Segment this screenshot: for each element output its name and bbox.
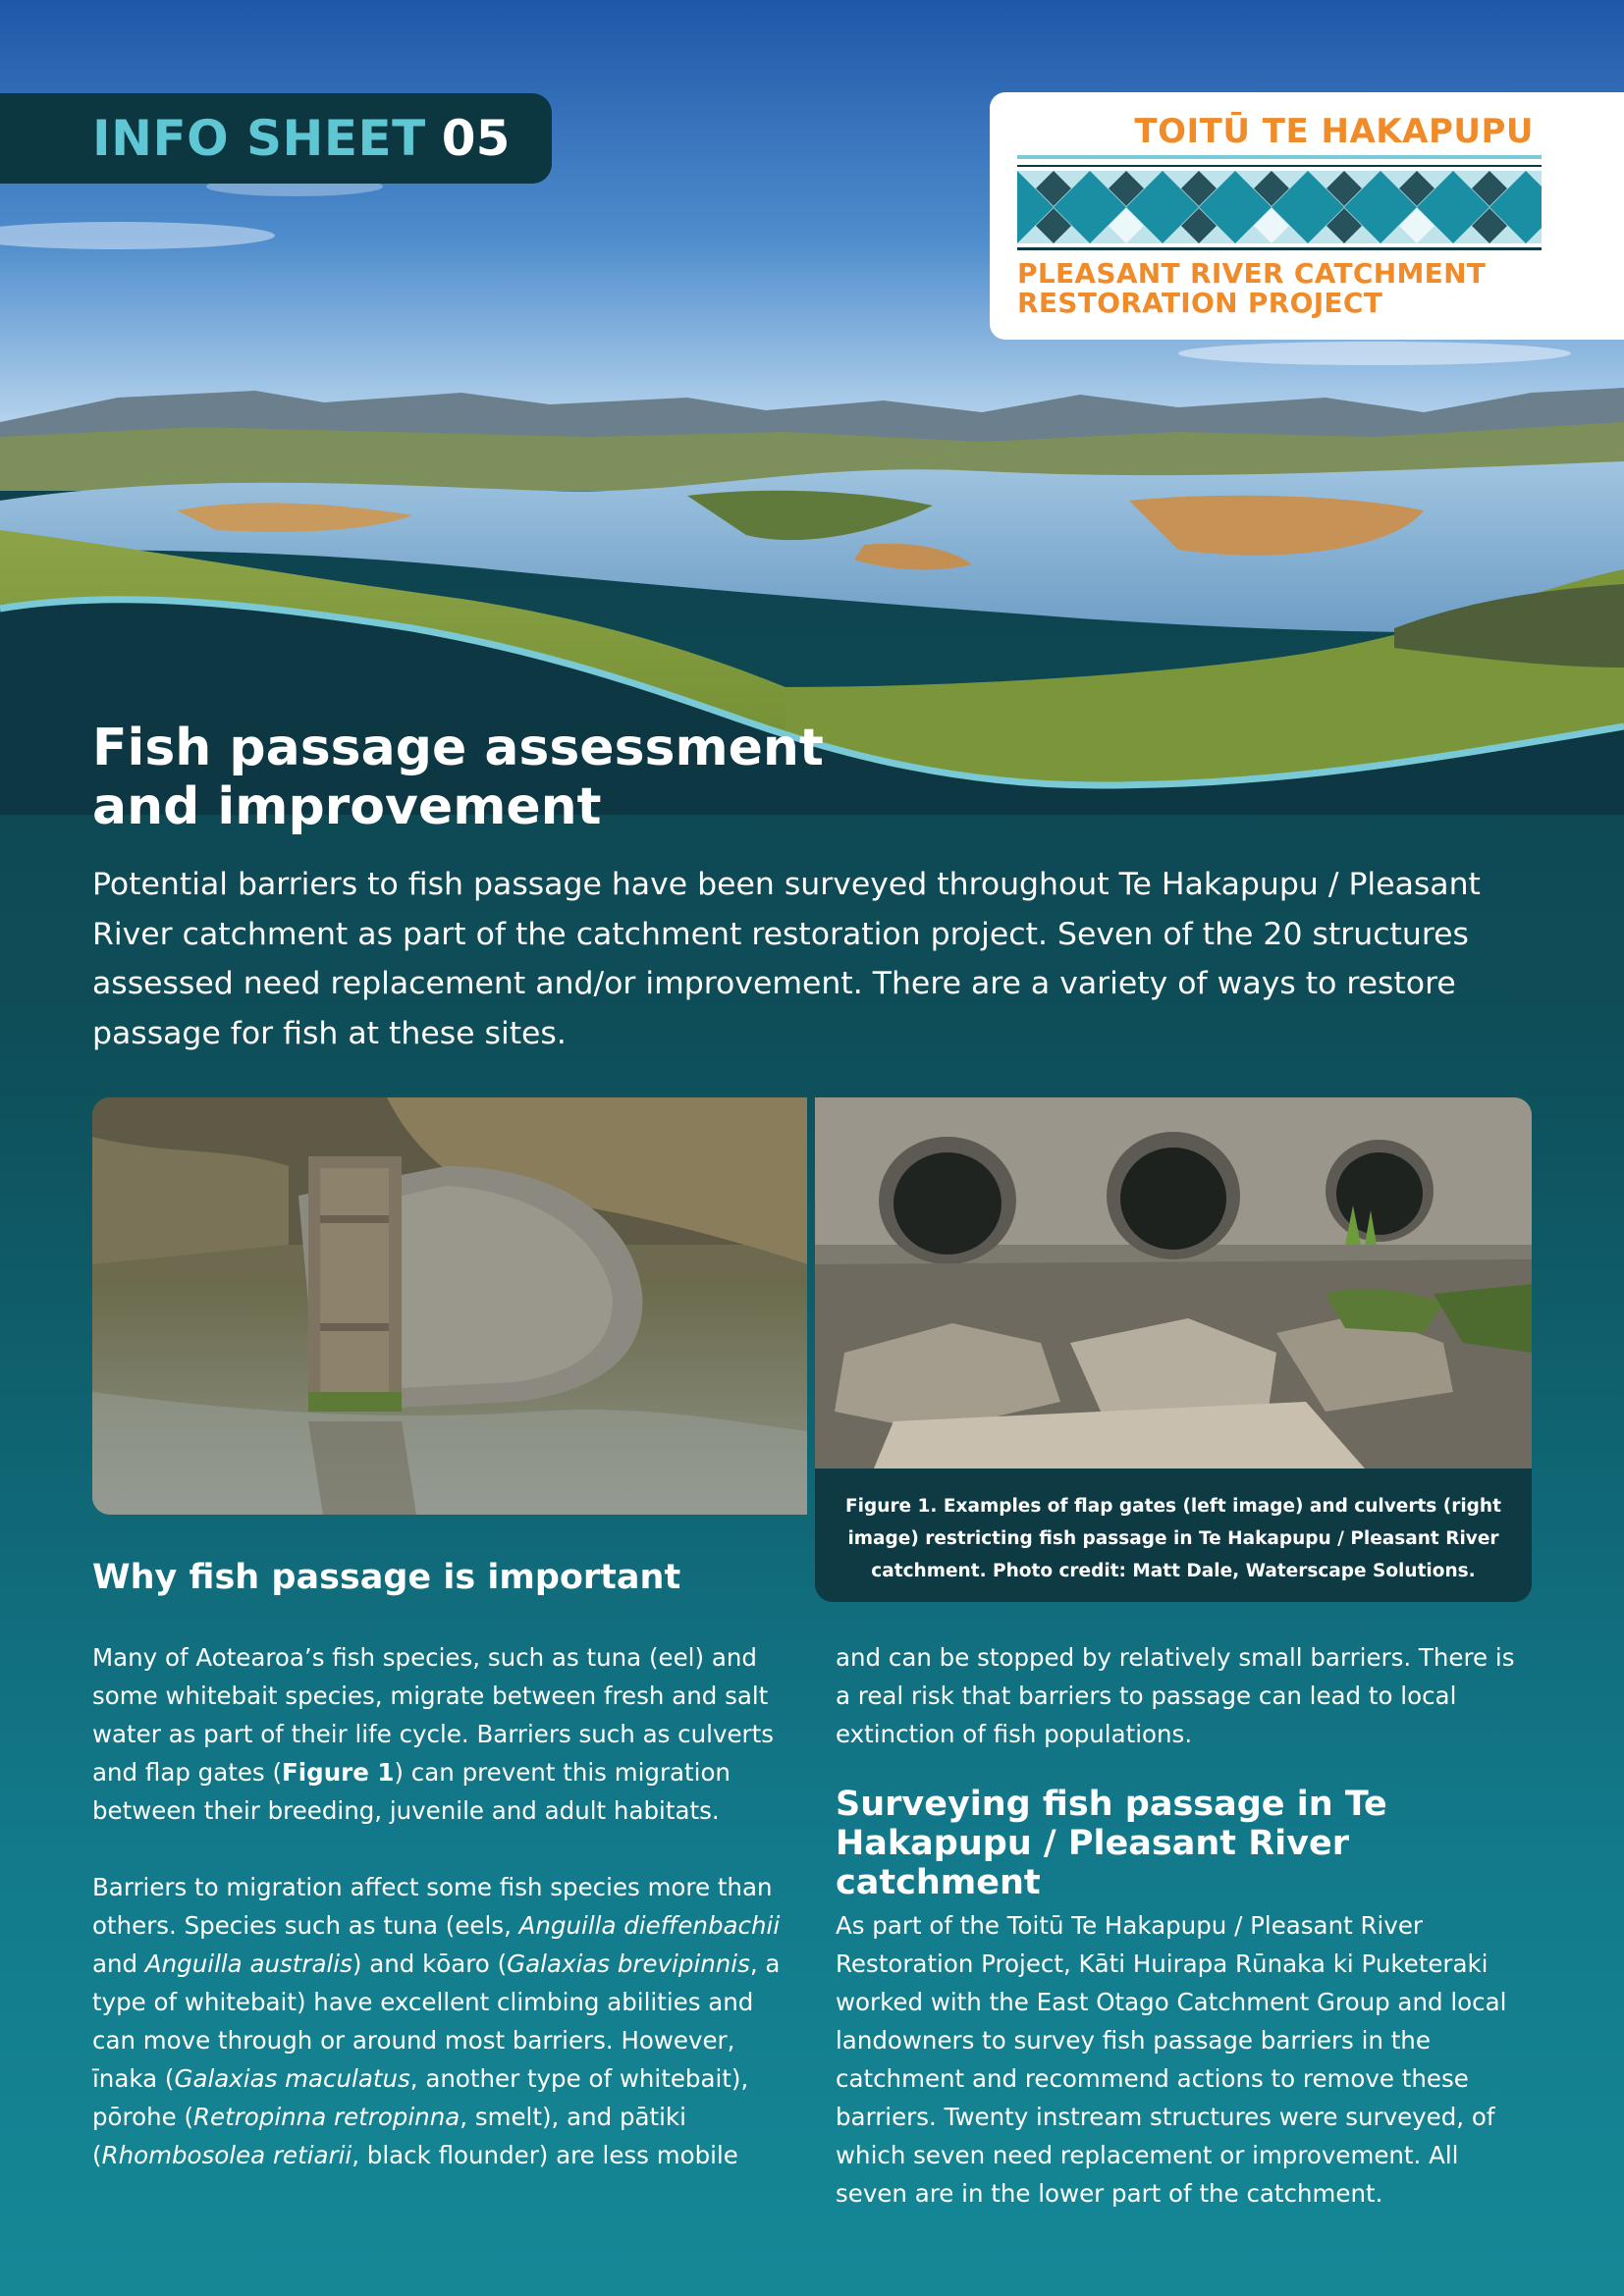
text-run: , a type of whitebait) have excellent climbing abilities and can move through or around most barriers. However, īnaka ( (92, 1949, 781, 2093)
logo-title: TOITŪ TE HAKAPUPU (1134, 112, 1534, 151)
logo-subtitle (1017, 259, 1486, 318)
info-sheet-number: 05 (441, 110, 511, 167)
species-name: Galaxias brevipinnis (507, 1949, 750, 1978)
species-name: Anguilla australis (144, 1949, 352, 1978)
figure-reference: Figure 1 (282, 1758, 395, 1787)
why-paragraph-3: and can be stopped by relatively small barriers. There is a real risk that barriers to passage can lead to local extinction of fish populations. (836, 1643, 1515, 1748)
text-run: , smelt), and pātiki ( (92, 2103, 686, 2169)
species-name: Anguilla dieffenbachii (518, 1911, 781, 1940)
heading-line: Surveying fish passage in Te (836, 1785, 1387, 1824)
text-run: ) and kōaro ( (352, 1949, 508, 1978)
flap-gate-photo (92, 1097, 807, 1515)
page-title (92, 719, 897, 836)
intro-paragraph: Potential barriers to fish passage have been surveyed throughout Te Hakapupu / Pleasant River catchment as part of the catchment restoration project. Seven of the 20 structures assessed need replacement and/or improvement. There are a variety of ways to restore passage for fish at these sites. (92, 867, 1481, 1051)
text-run: and (92, 1949, 145, 1978)
species-name: Retropinna retropinna (193, 2103, 460, 2131)
species-name: Galaxias maculatus (174, 2064, 410, 2093)
logo-subtitle-line2: RESTORATION PROJECT (1017, 287, 1383, 319)
why-paragraph-1 (92, 1638, 799, 1830)
text-run: Barriers to migration affect some fish species more than others. Species such as tuna (eels, (92, 1873, 773, 1940)
project-logo (990, 92, 1624, 340)
text-run: , black flounder) are less mobile (352, 2141, 738, 2169)
why-paragraph-2 (92, 1868, 799, 2174)
figure-caption: Figure 1. Examples of flap gates (left image) and culverts (right image) restricting fish passage in Te Hakapupu / Pleasant River catchment. Photo credit: Matt Dale, Waterscape Solutions. (815, 1468, 1532, 1602)
title-line2: and improvement (92, 777, 602, 836)
logo-pattern-icon (1017, 155, 1542, 253)
species-name: Rhombosolea retiarii (101, 2141, 352, 2169)
title-line1: Fish passage assessment (92, 719, 824, 777)
section-heading-surveying (836, 1785, 1543, 1902)
section-heading-why: Why fish passage is important (92, 1558, 681, 1597)
text-run: , another type of whitebait), pōrohe ( (92, 2064, 749, 2131)
heading-line: Hakapupu / Pleasant River catchment (836, 1824, 1349, 1902)
text-run: Many of Aotearoa’s fish species, such as tuna (eel) and some whitebait species, migrate between fresh and salt water as part of their life cycle. Barriers such as culverts and flap gates ( (92, 1643, 774, 1787)
surveying-paragraph: As part of the Toitū Te Hakapupu / Pleasant River Restoration Project, Kāti Huirapa Rūnaka ki Puketeraki worked with the East Otago Catchment Group and local landowners to survey fish passage barriers in the catchment and recommend actions to remove these barriers. Twenty instream structures were surveyed, of which seven need replacement or improvement. All seven are in the lower part of the catchment. (836, 1911, 1507, 2208)
culverts-photo (815, 1097, 1532, 1468)
text-run: ) can prevent this migration between their breeding, juvenile and adult habitats. (92, 1758, 731, 1825)
logo-subtitle-line1: PLEASANT RIVER CATCHMENT (1017, 257, 1487, 290)
info-sheet-tag (0, 93, 552, 184)
info-sheet-label: INFO SHEET (92, 110, 426, 167)
